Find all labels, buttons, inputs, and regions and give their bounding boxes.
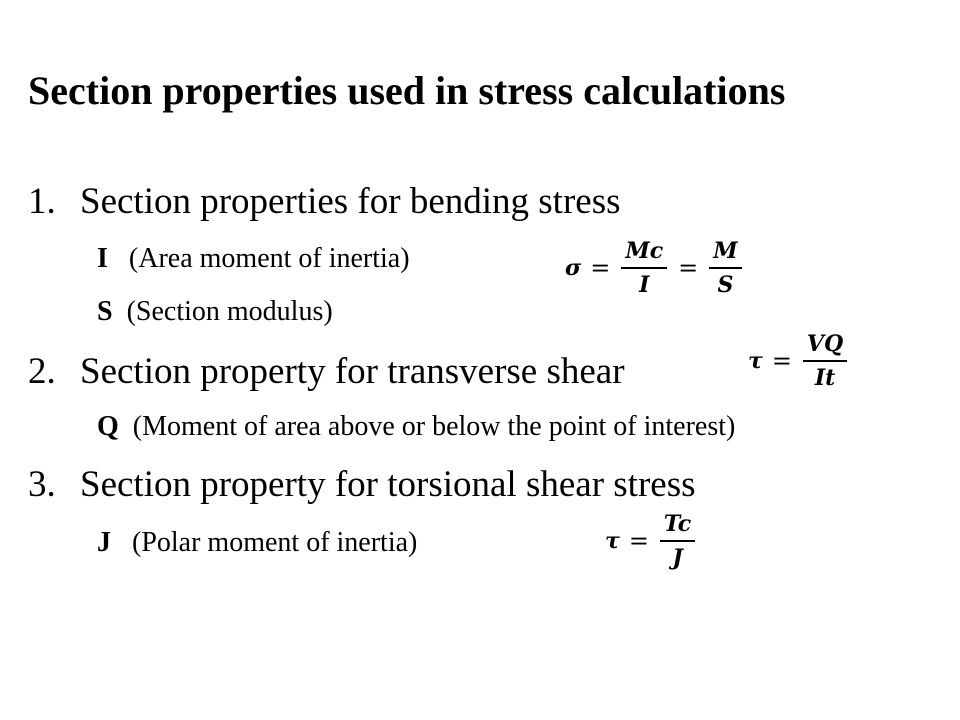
- item-number: 1.: [28, 181, 56, 222]
- torsional-shear-equation: [605, 511, 697, 571]
- equation-lhs: σ: [565, 255, 582, 281]
- subitem-desc: (Area moment of inertia): [128, 243, 410, 274]
- subitem-moment-of-area: [97, 410, 735, 444]
- fraction-numerator: Tc: [660, 511, 695, 542]
- subitem-symbol: J: [97, 527, 111, 558]
- item-text: Section properties for bending stress: [80, 181, 621, 222]
- item-number: 3.: [28, 464, 56, 505]
- item-text: Section property for torsional shear stress: [80, 464, 696, 505]
- subitem-area-moment: [97, 242, 410, 276]
- fraction-denominator: It: [814, 365, 836, 391]
- slide-title: Section properties used in stress calculations: [28, 68, 786, 113]
- fraction-numerator: M: [709, 238, 741, 269]
- subitem-symbol: I: [97, 243, 108, 274]
- equals-sign: =: [771, 347, 792, 375]
- list-item-torsional-shear: [28, 463, 696, 507]
- item-number: 2.: [28, 351, 56, 392]
- subitem-desc: (Section modulus): [126, 296, 333, 327]
- subitem-polar-moment: [97, 526, 417, 560]
- fraction: [658, 511, 697, 571]
- fraction-numerator: VQ: [803, 331, 847, 362]
- fraction-denominator: I: [639, 272, 650, 298]
- equals-sign: =: [678, 254, 699, 282]
- equals-sign: =: [628, 527, 649, 555]
- subitem-desc: (Moment of area above or below the point of interest): [132, 411, 736, 442]
- transverse-shear-equation: [748, 331, 849, 391]
- subitem-desc: (Polar moment of inertia): [132, 527, 418, 558]
- equation-lhs: τ: [748, 348, 763, 374]
- fraction-denominator: J: [672, 545, 683, 571]
- list-item-bending: [28, 180, 621, 224]
- item-text: Section property for transverse shear: [80, 351, 625, 392]
- bending-stress-equation: [565, 238, 744, 298]
- subitem-symbol: Q: [97, 411, 119, 442]
- fraction: [801, 331, 849, 391]
- fraction: [619, 238, 669, 298]
- subitem-symbol: S: [97, 296, 113, 327]
- fraction: [707, 238, 743, 298]
- equals-sign: =: [590, 254, 611, 282]
- subitem-section-modulus: [97, 295, 333, 329]
- equation-lhs: τ: [605, 528, 620, 554]
- list-item-transverse-shear: [28, 350, 625, 394]
- fraction-denominator: S: [717, 272, 734, 298]
- fraction-numerator: Mc: [621, 238, 667, 269]
